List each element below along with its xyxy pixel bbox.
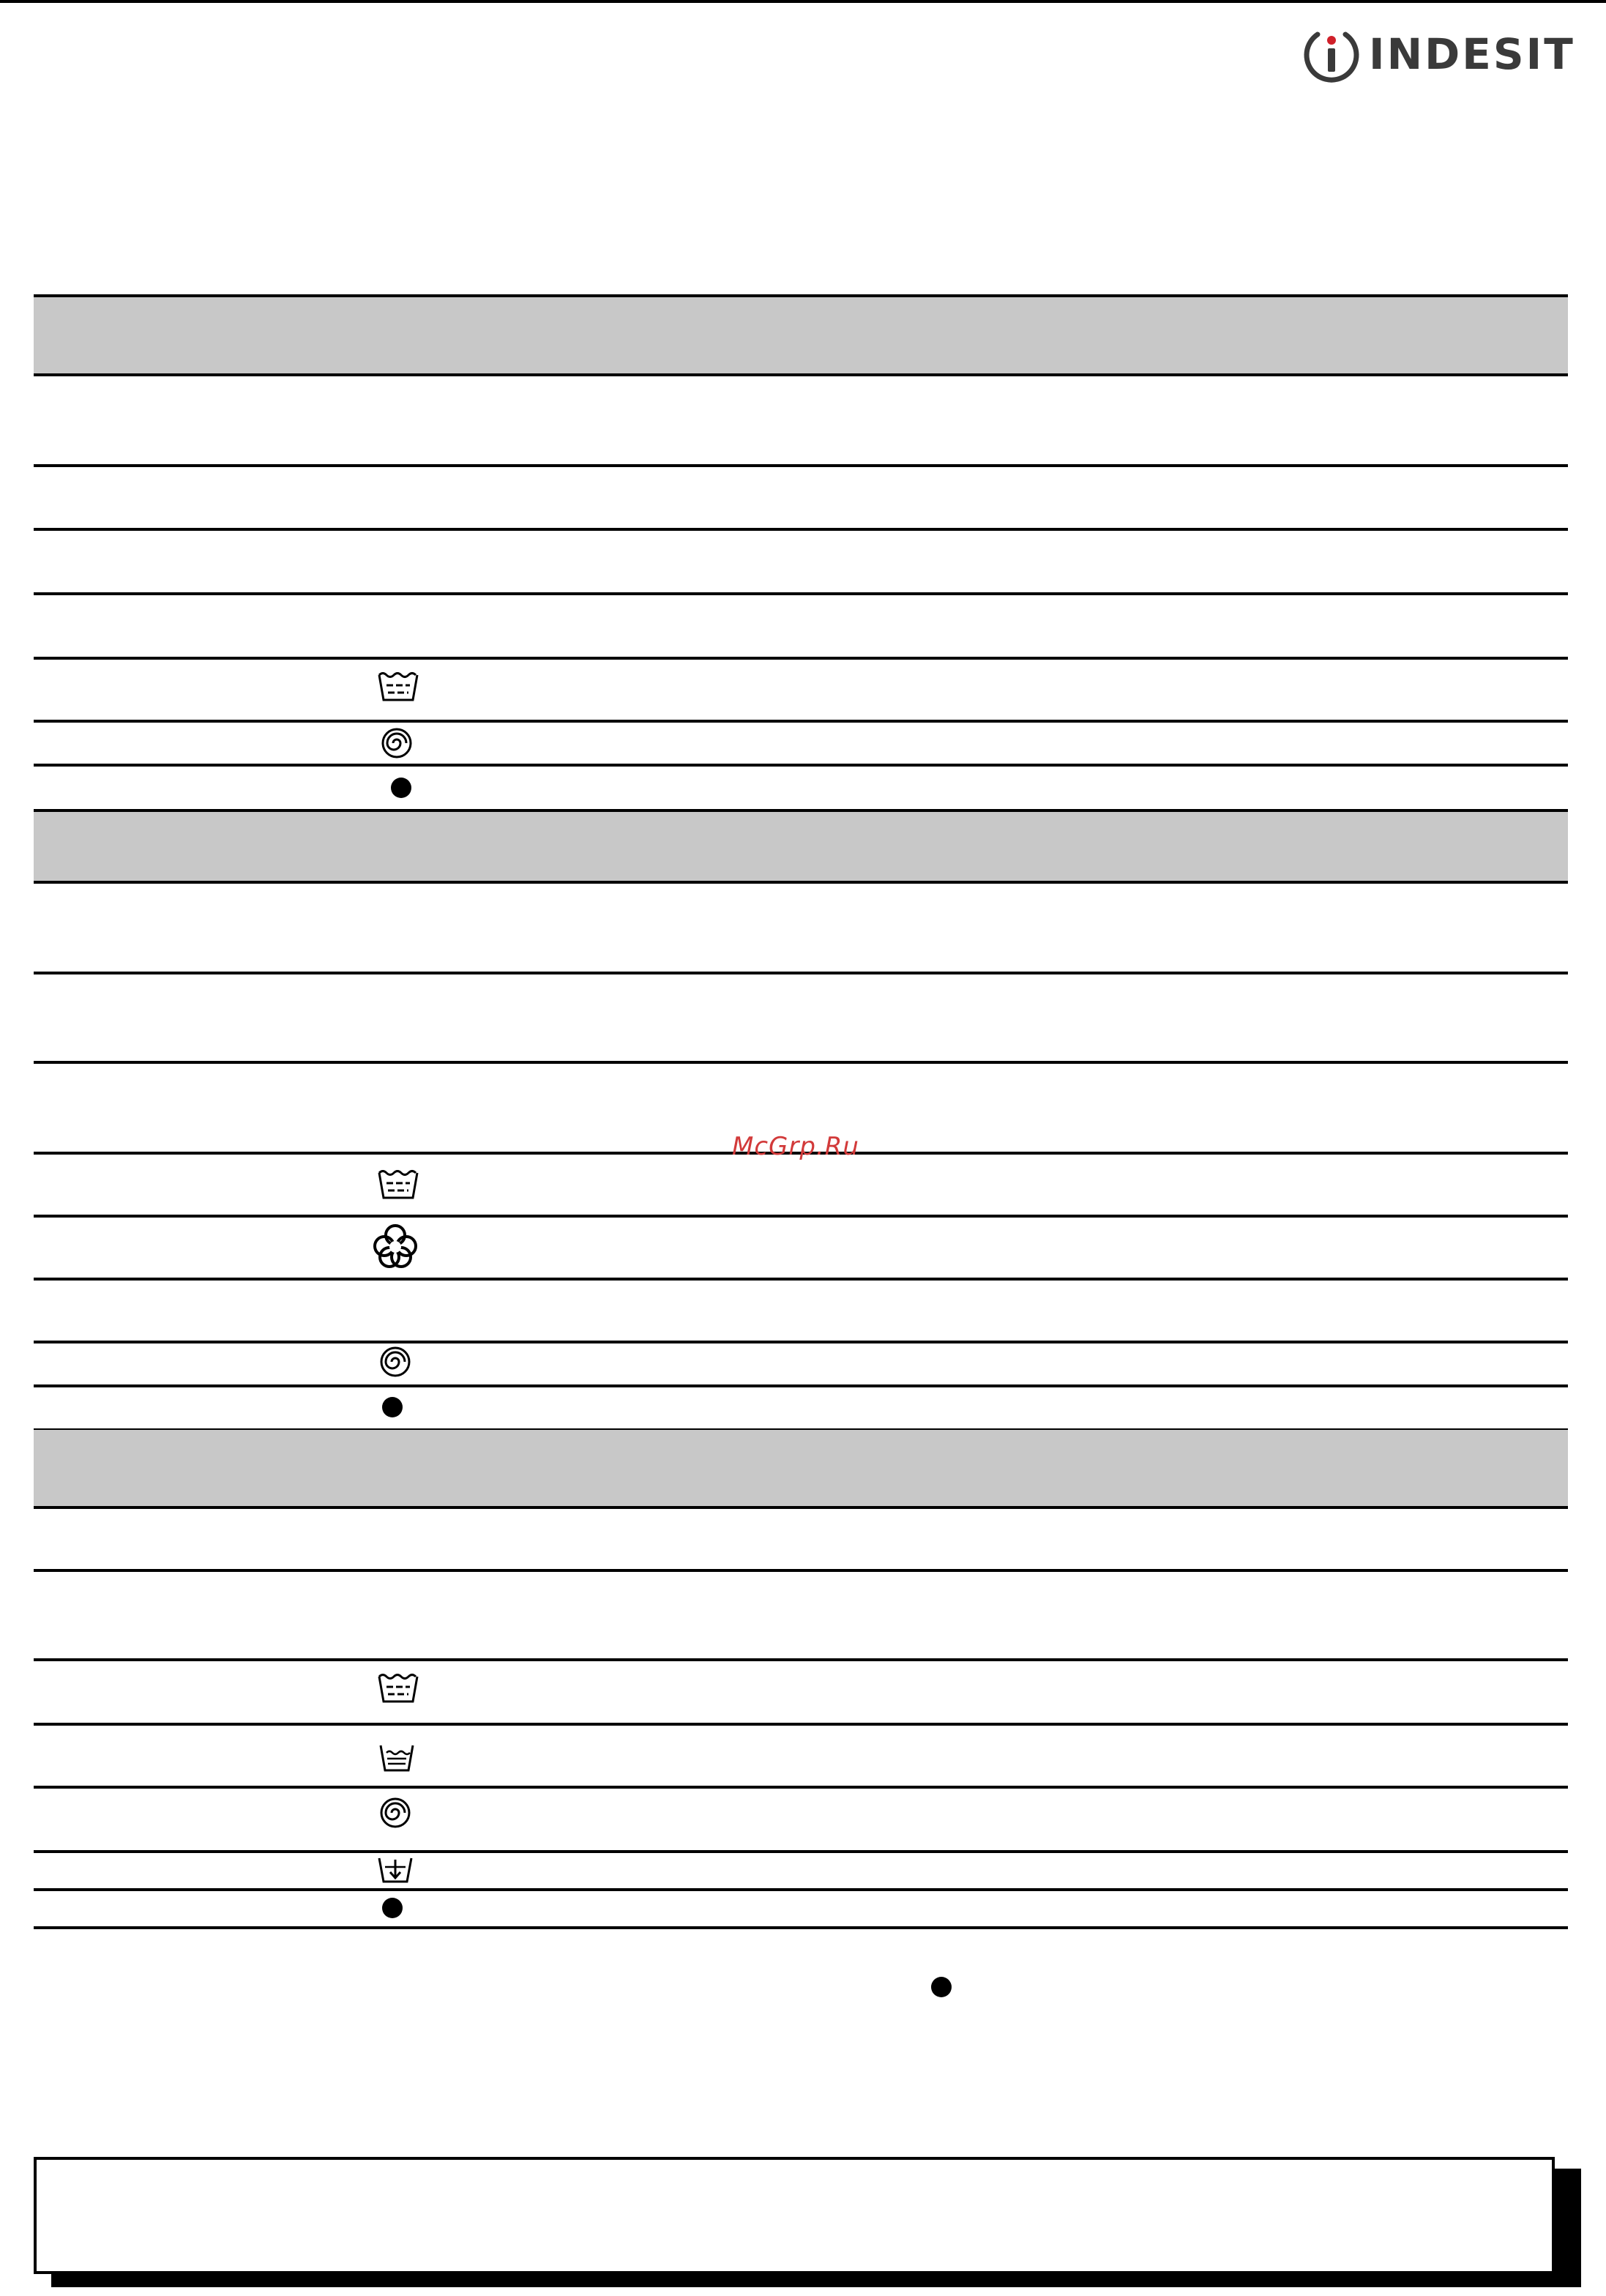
rule (34, 657, 1568, 660)
rule (34, 1786, 1568, 1789)
drain-tub-icon (376, 1855, 414, 1885)
rule (34, 764, 1568, 767)
footnote-dot-icon (931, 1977, 952, 1997)
rule (34, 1061, 1568, 1064)
rule (34, 1569, 1568, 1572)
rule (34, 1850, 1568, 1853)
spin-icon (379, 726, 414, 761)
rule (34, 1341, 1568, 1343)
rule (34, 592, 1568, 595)
indesit-logo-icon (1301, 24, 1362, 84)
end-dot-icon (382, 1397, 403, 1417)
spin-icon (378, 1344, 413, 1379)
rule (34, 1506, 1568, 1509)
rinse-tub-icon (378, 1742, 416, 1773)
rule (34, 1278, 1568, 1281)
rule (34, 464, 1568, 467)
brand-name: INDESIT (1369, 29, 1575, 79)
rule (34, 1215, 1568, 1218)
rule (34, 720, 1568, 723)
end-dot-icon (382, 1898, 403, 1918)
rule (34, 294, 1568, 297)
section-3-header (34, 1430, 1568, 1507)
rule (34, 528, 1568, 531)
wash-tub-icon (376, 671, 420, 703)
flower-softener-icon (372, 1223, 419, 1270)
section-2-header (34, 810, 1568, 882)
brand-logo (1301, 20, 1594, 88)
section-1-header (34, 296, 1568, 375)
rule (34, 1658, 1568, 1661)
rule (34, 972, 1568, 974)
rule (34, 1723, 1568, 1726)
top-rule (0, 0, 1606, 3)
rule (34, 1888, 1568, 1891)
rule (34, 1384, 1568, 1387)
rule (34, 881, 1568, 884)
rule (34, 373, 1568, 376)
wash-tub-icon (376, 1168, 420, 1201)
wash-tub-icon (376, 1672, 420, 1704)
watermark: McGrp.Ru (732, 1132, 859, 1161)
end-dot-icon (391, 778, 411, 798)
rule (34, 809, 1568, 812)
spin-icon (378, 1795, 413, 1830)
note-box (34, 2157, 1555, 2274)
rule (34, 1926, 1568, 1929)
